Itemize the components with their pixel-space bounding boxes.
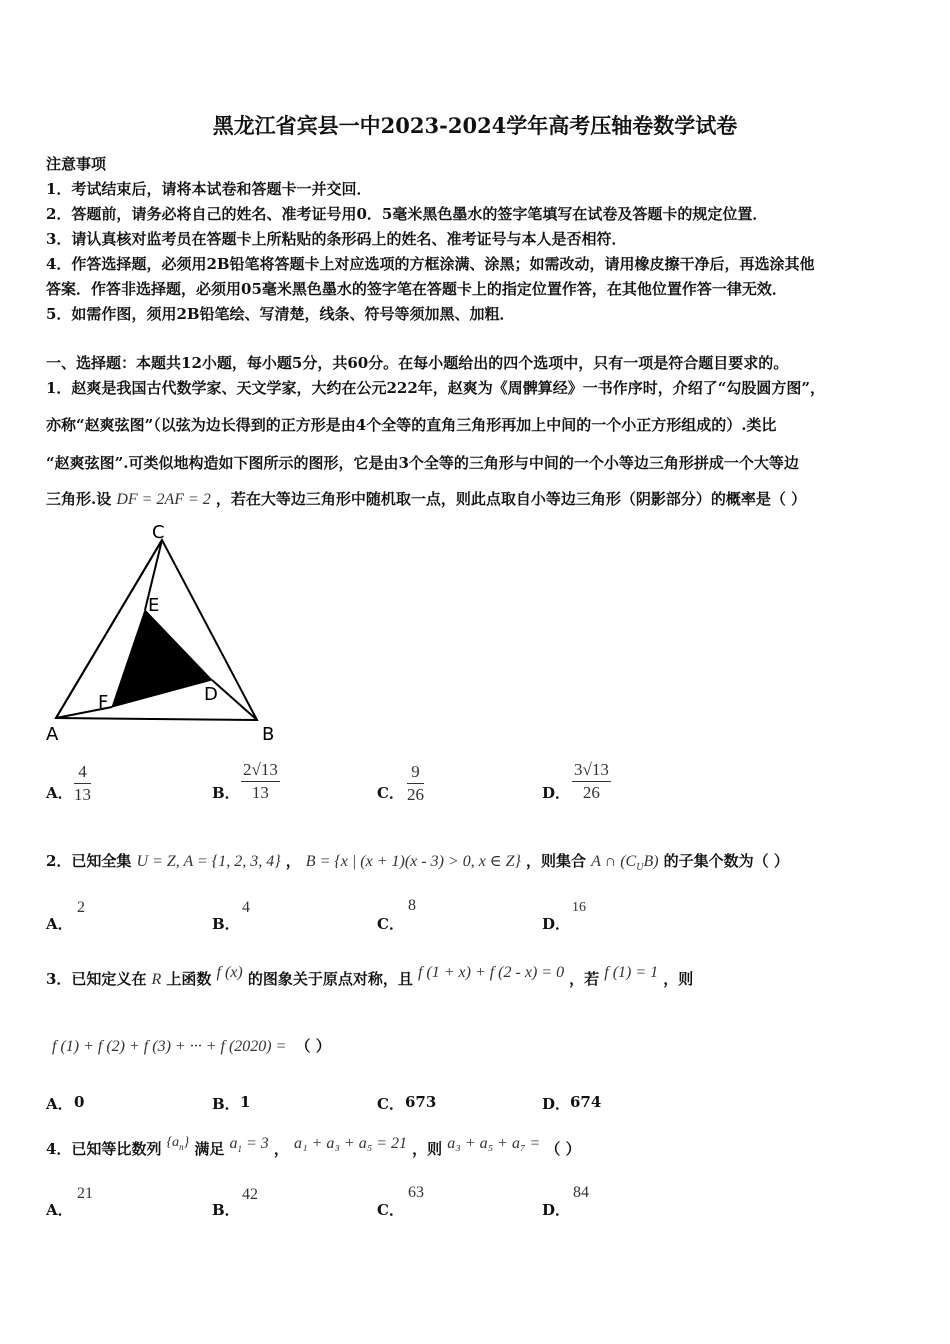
q1-option-a-num: 4: [78, 762, 87, 781]
label-F: F: [98, 692, 109, 713]
q3-mid-3: ，若: [569, 970, 600, 988]
notice-item-1: 1．考试结束后，请将本试卷和答题卡一并交回．: [46, 180, 372, 198]
q4-option-d-label: D．: [542, 1201, 571, 1219]
q3-fx: f (x): [216, 964, 243, 981]
q4-option-d-value: 84: [573, 1184, 589, 1201]
q2-option-d-label: D．: [542, 915, 571, 933]
q1-option-a-label: A．: [46, 784, 73, 802]
q1-option-c-label: C．: [377, 784, 404, 802]
q2-post: 的子集个数为（ ）: [663, 852, 789, 870]
q2-option-d-value: 16: [572, 900, 586, 915]
q3-sum: f (1) + f (2) + f (3) + ··· + f (2020) =: [52, 1038, 287, 1055]
q3-condition-2: f (1) = 1: [604, 964, 659, 981]
q1-line-1: 1．赵爽是我国古代数学家、天文学家，大约在公元222年，赵爽为《周髀算经》一书作序时，介绍了“勾股圆方图”，: [46, 379, 826, 397]
q2-option-a-label: A．: [46, 915, 73, 933]
q1-option-a-fraction: [74, 762, 91, 805]
q2-comma: ，: [285, 852, 301, 870]
q2-math-1: U = Z, A = {1, 2, 3, 4}: [136, 853, 281, 870]
q4-seq-open: {a: [166, 1135, 180, 1150]
q1-option-c-den: 26: [407, 785, 424, 804]
notice-item-4-cont: 答案．作答非选择题，必须用05毫米黑色墨水的签字笔在答题卡上的指定位置作答，在其他位置作答一律无效．: [46, 280, 787, 298]
q4-sequence: [167, 1135, 190, 1150]
q3-option-a-label: A．: [46, 1095, 73, 1113]
q2-math-3: [591, 853, 659, 874]
q3-R: R: [151, 971, 162, 988]
q3-option-c-value: 673: [405, 1093, 437, 1111]
q4-option-a-label: A．: [46, 1201, 73, 1219]
q1-line-4-post: ，若在大等边三角形中随机取一点，则此点取自小等边三角形（阴影部分）的概率是（ ）: [215, 490, 807, 508]
q1-option-d-fraction: [572, 760, 611, 803]
q1-option-d-num: 3√13: [574, 760, 609, 779]
notice-item-5: 5．如需作图，须用2B铅笔绘、写清楚，线条、符号等须加黑、加粗．: [46, 305, 515, 323]
q4-seq-sub: n: [179, 1141, 184, 1152]
q4-a1: [229, 1135, 269, 1155]
q1-line-4-pre: 三角形.设: [46, 490, 112, 508]
q1-option-c-fraction: [407, 762, 424, 805]
q2-option-c-label: C．: [377, 915, 404, 933]
q4-a1-eq: = 3: [241, 1135, 269, 1152]
q3-option-d-value: 674: [570, 1093, 602, 1111]
label-B: B: [262, 724, 275, 745]
q1-option-b-fraction: [241, 760, 280, 803]
q1-option-c-num: 9: [411, 762, 420, 781]
q1-condition-math: DF = 2AF = 2: [116, 491, 211, 508]
q3-condition: f (1 + x) + f (2 - x) = 0: [417, 964, 565, 981]
q2-option-a-value: 2: [77, 899, 85, 916]
q2-math-3-main: A ∩ (C: [591, 853, 637, 870]
q1-line-3: “赵爽弦图”.可类似地构造如下图所示的图形，它是由3个全等的三角形与中间的一个小等边三角形拼成一个大等边: [46, 454, 799, 472]
q3-option-b-label: B．: [212, 1095, 240, 1113]
q1-line-2: 亦称“赵爽弦图”（以弦为边长得到的正方形是由4个全等的直角三角形再加上中间的一个小正方形组成的）.类比: [46, 416, 777, 434]
page-title: 黑龙江省宾县一中2023-2024学年高考压轴卷数学试卷: [212, 113, 738, 138]
q3-option-b-value: 1: [240, 1093, 251, 1111]
notice-item-3: 3．请认真核对监考员在答题卡上所粘贴的条形码上的姓名、准考证号与本人是否相符．: [46, 230, 627, 248]
line-DB: [212, 680, 257, 720]
q4-pre: 4．已知等比数列: [46, 1140, 162, 1158]
label-A: A: [46, 724, 59, 745]
q2-option-c-value: 8: [408, 897, 416, 914]
q1-option-b-num: 2√13: [243, 760, 278, 779]
q3-pre: 3．已知定义在: [46, 970, 147, 988]
section-heading: 一、选择题：本题共12小题，每小题5分，共60分。在每小题给出的四个选项中，只有一项是符合题目要求的。: [46, 354, 789, 372]
q4-mid-2: ，则: [412, 1140, 443, 1158]
q4-a1-var: a: [229, 1135, 238, 1152]
q1-option-b-label: B．: [212, 784, 240, 802]
q1-option-d-label: D．: [542, 784, 571, 802]
notice-item-2: 2．答题前，请务必将自己的姓名、准考证号用0．5毫米黑色墨水的签字笔填写在试卷及答题卡的规定位置．: [46, 205, 768, 223]
q3-mid-2: 的图象关于原点对称，且: [247, 970, 413, 988]
q3-stem: [46, 964, 694, 989]
q4-option-c-value: 63: [408, 1184, 424, 1201]
q4-option-a-value: 21: [77, 1185, 93, 1202]
q2-mid: ，则集合: [526, 852, 587, 870]
q3-option-c-label: C．: [377, 1095, 404, 1113]
q1-line-4: [46, 488, 806, 509]
q2-stem: [46, 850, 789, 873]
notice-item-4: 4．作答选择题，必须用2B铅笔将答题卡上对应选项的方框涂满、涂黑；如需改动，请用橡皮擦干净后，再选涂其他: [46, 255, 815, 273]
q2-math-3-end: B): [643, 853, 659, 870]
q3-option-a-value: 0: [74, 1093, 85, 1111]
q4-sum-1: a₁ + a₃ + a₅ = 21: [293, 1135, 408, 1152]
q1-option-d-den: 26: [582, 783, 600, 802]
q2-math-2: B = {x | (x + 1)(x - 3) > 0, x ∈ Z}: [305, 853, 521, 870]
q1-option-a-den: 13: [74, 785, 91, 804]
q4-comma: ，: [273, 1140, 289, 1158]
q3-post: ，则: [663, 970, 694, 988]
q3-option-d-label: D．: [542, 1095, 571, 1113]
q3-mid-1: 上函数: [166, 970, 212, 988]
q3-sum-line: [52, 1035, 331, 1056]
q4-seq-close: }: [183, 1135, 190, 1150]
q4-mid-1: 满足: [194, 1140, 225, 1158]
q2-pre: 2．已知全集: [46, 852, 132, 870]
q1-option-b-den: 13: [251, 783, 269, 802]
shaded-small-triangle: [112, 610, 212, 707]
q4-option-b-label: B．: [212, 1201, 240, 1219]
q4-option-b-value: 42: [242, 1186, 258, 1203]
label-C: C: [152, 522, 165, 543]
q4-sum-2: a₃ + a₅ + a₇ =: [447, 1135, 541, 1152]
triangle-figure: [40, 518, 290, 748]
q2-option-b-label: B．: [212, 915, 240, 933]
notice-heading: 注意事项: [46, 155, 107, 173]
label-E: E: [148, 595, 160, 616]
q3-paren: （ ）: [295, 1037, 331, 1055]
q4-a1-sub: 1: [237, 1144, 242, 1155]
q4-option-c-label: C．: [377, 1201, 404, 1219]
q2-option-b-value: 4: [242, 899, 250, 916]
label-D: D: [204, 684, 218, 705]
q2-math-3-sub: U: [636, 862, 644, 874]
q4-paren: （ ）: [545, 1140, 581, 1158]
q4-stem: [46, 1135, 581, 1160]
